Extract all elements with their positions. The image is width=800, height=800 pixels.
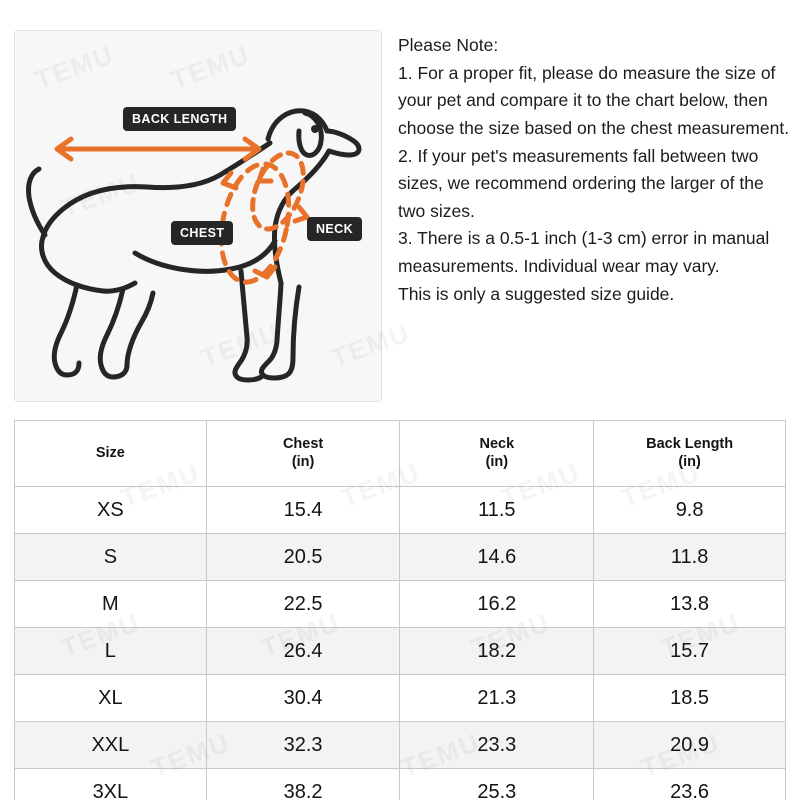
- cell-back-length: 23.6: [594, 769, 786, 800]
- cell-chest: 26.4: [206, 628, 400, 675]
- cell-size: L: [15, 628, 207, 675]
- note-line-3: 3. There is a 0.5-1 inch (1-3 cm) error in manual measurements. Individual wear may vary.: [398, 228, 770, 277]
- cell-size: XS: [15, 487, 207, 534]
- label-back-length: BACK LENGTH: [123, 107, 236, 131]
- cell-chest: 15.4: [206, 487, 400, 534]
- table-row: [15, 628, 786, 675]
- cell-back-length: 18.5: [594, 675, 786, 722]
- cell-neck: 25.3: [400, 769, 594, 800]
- table-row: [15, 769, 786, 800]
- col-header-neck-unit: (in): [485, 453, 509, 470]
- cell-chest: 32.3: [206, 722, 400, 769]
- cell-neck: 23.3: [400, 722, 594, 769]
- note-heading: Please Note:: [398, 35, 499, 55]
- col-header-neck: [400, 421, 594, 487]
- col-header-size: [15, 421, 207, 487]
- col-header-chest-unit: (in): [291, 453, 315, 470]
- cell-chest: 30.4: [206, 675, 400, 722]
- col-header-chest: [206, 421, 400, 487]
- table-row: [15, 722, 786, 769]
- cell-size: 3XL: [15, 769, 207, 800]
- col-header-back-length-unit: (in): [678, 453, 701, 470]
- table-header-row: [15, 421, 786, 487]
- cell-back-length: 11.8: [594, 534, 786, 581]
- cell-neck: 11.5: [400, 487, 594, 534]
- cell-size: XXL: [15, 722, 207, 769]
- col-header-neck-label: Neck: [479, 435, 515, 452]
- cell-neck: 14.6: [400, 534, 594, 581]
- col-header-chest-label: Chest: [282, 435, 324, 452]
- measure-arrows: [57, 139, 313, 288]
- label-neck: NECK: [307, 217, 362, 241]
- cell-neck: 18.2: [400, 628, 594, 675]
- cell-back-length: 13.8: [594, 581, 786, 628]
- cell-chest: 22.5: [206, 581, 400, 628]
- table-row: [15, 581, 786, 628]
- dog-measurement-diagram: [14, 30, 382, 402]
- note-line-2: 2. If your pet's measurements fall between two sizes, we recommend ordering the larger of the two sizes.: [398, 145, 764, 221]
- col-header-size-label: Size: [95, 444, 125, 461]
- label-chest: CHEST: [171, 221, 233, 245]
- cell-chest: 38.2: [206, 769, 400, 800]
- table-row: [15, 675, 786, 722]
- note-line-4: This is only a suggested size guide.: [398, 283, 675, 304]
- cell-back-length: 20.9: [594, 722, 786, 769]
- size-chart-table: [14, 420, 786, 800]
- cell-neck: 16.2: [400, 581, 594, 628]
- cell-chest: 20.5: [206, 534, 400, 581]
- cell-size: M: [15, 581, 207, 628]
- col-header-back-length-label: Back Length: [646, 435, 734, 452]
- cell-neck: 21.3: [400, 675, 594, 722]
- table-row: [15, 534, 786, 581]
- col-header-back-length: [594, 421, 786, 487]
- dog-eye: [311, 125, 319, 133]
- note-line-1: 1. For a proper fit, please do measure the size of your pet and compare it to the chart below, then choose the size based on the chest measurement.: [398, 62, 790, 138]
- cell-size: S: [15, 534, 207, 581]
- please-note-block: [398, 32, 790, 308]
- table-body: [15, 487, 786, 800]
- cell-size: XL: [15, 675, 207, 722]
- cell-back-length: 9.8: [594, 487, 786, 534]
- cell-back-length: 15.7: [594, 628, 786, 675]
- table-row: [15, 487, 786, 534]
